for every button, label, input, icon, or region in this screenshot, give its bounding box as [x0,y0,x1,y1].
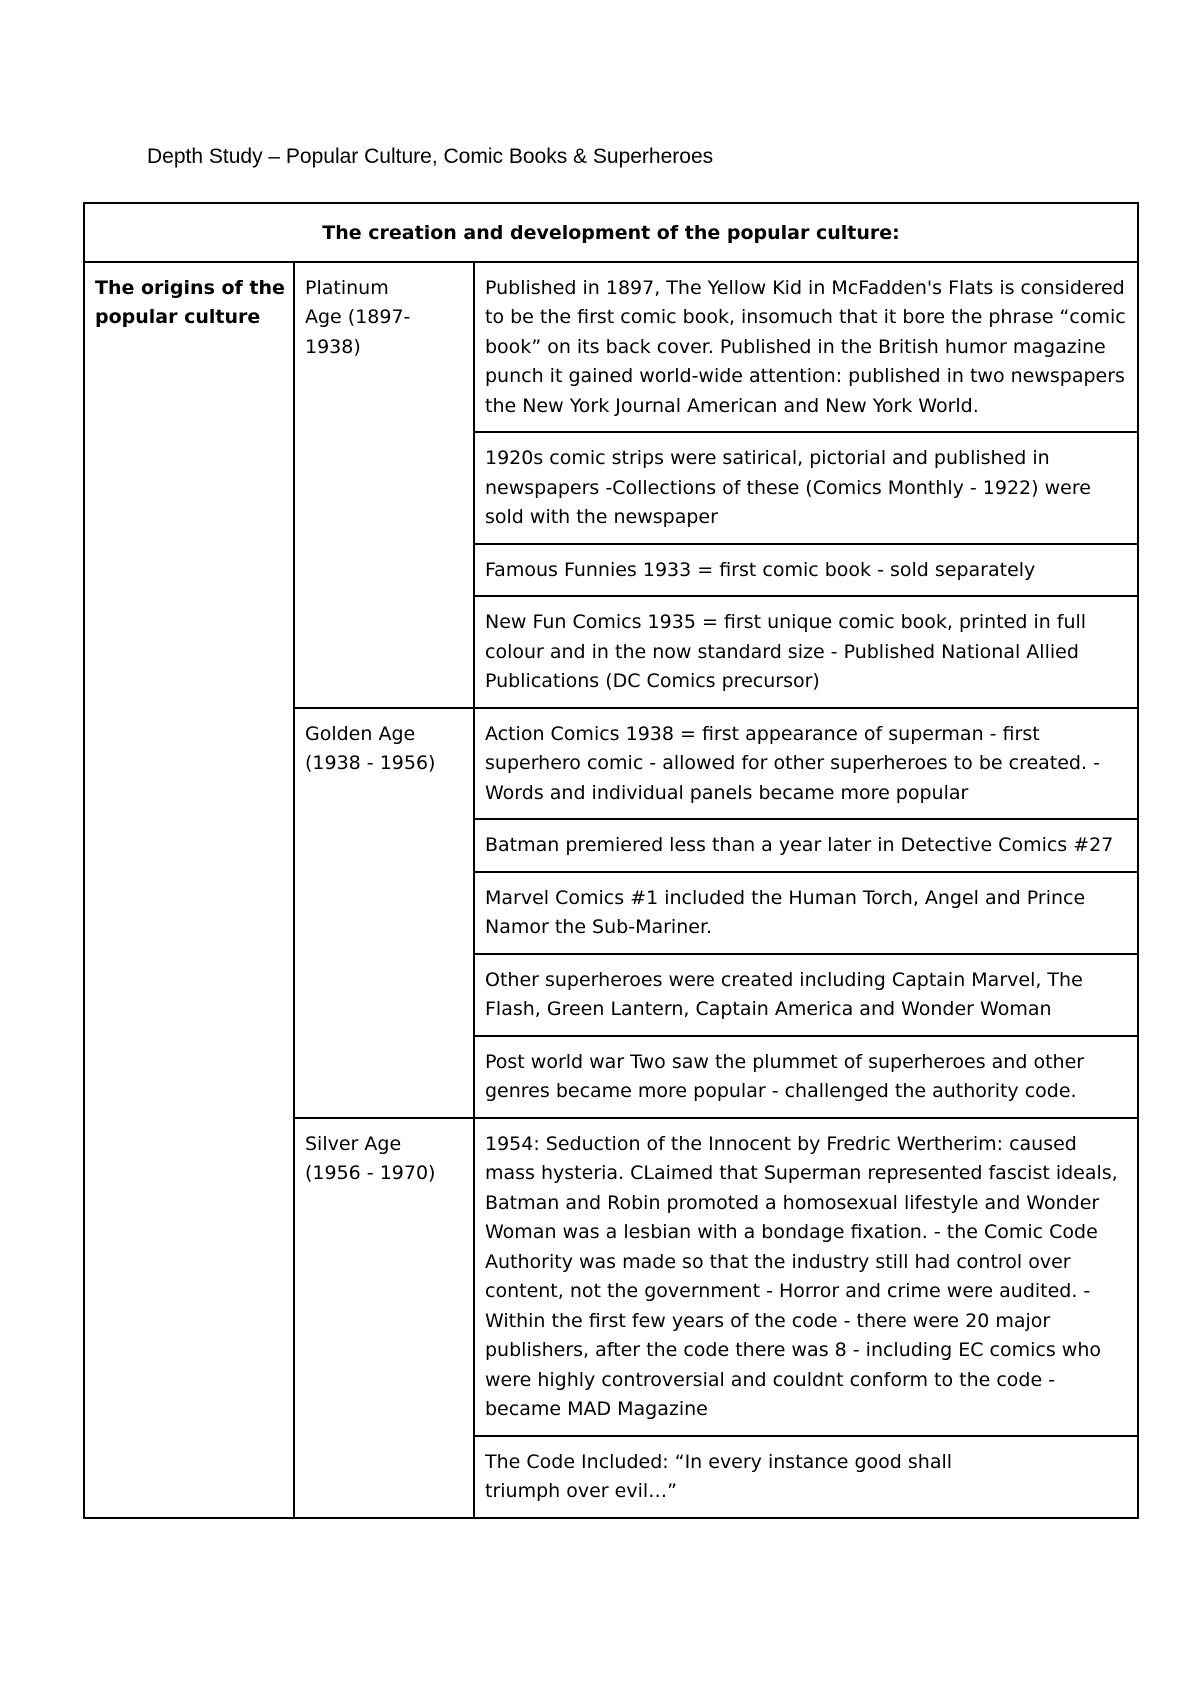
section-label: The origins of the popular culture [84,262,294,1518]
table-row [84,262,1138,433]
entry-cell: Marvel Comics #1 included the Human Torch, Angel and Prince Namor the Sub-Mariner. [474,872,1138,954]
entry-cell [474,1436,1138,1518]
age-label-silver: Silver Age (1956 - 1970) [294,1118,474,1518]
entry-cell: Post world war Two saw the plummet of superheroes and other genres became more popular - challenged the authority code. [474,1036,1138,1118]
entry-cell: 1954: Seduction of the Innocent by Fredric Wertherim: caused mass hysteria. CLaimed that Superman represented fascist ideals, Batman and Robin promoted a homosexual lifestyle and Wonder Woman was a lesbian with a bondage fixation. - the Comic Code Authority was made so that the industry still had control over content, not the government - Horror and crime were audited. - Within the first few years of the code - there were 20 major publishers, after the code there was 8 - including EC comics who were highly controversial and couldnt conform to the code - became MAD Magazine [474,1118,1138,1436]
entry-cell: Famous Funnies 1933 = first comic book - sold separately [474,544,1138,597]
entry-cell: Batman premiered less than a year later in Detective Comics #27 [474,819,1138,872]
content-table [83,202,1139,1519]
entry-cell: Action Comics 1938 = first appearance of superman - first superhero comic - allowed for other superheroes to be created. - Words and individual panels became more popular [474,708,1138,820]
entry-cell: 1920s comic strips were satirical, pictorial and published in newspapers -Collections of these (Comics Monthly - 1922) were sold with the newspaper [474,432,1138,544]
table-header-row [84,203,1138,262]
page-title: Depth Study – Popular Culture, Comic Books & Superheroes [147,145,714,168]
code-quote: The Code Included: “In every instance good shall triumph over evil…” [485,1450,953,1502]
table-header: The creation and development of the popular culture: [84,203,1138,262]
entry-cell: Published in 1897, The Yellow Kid in McFadden's Flats is considered to be the first comic book, insomuch that it bore the phrase “comic book” on its back cover. Published in the British humor magazine punch it gained world-wide attention: published in two newspapers the New York Journal American and New York World. [474,262,1138,433]
entry-cell: Other superheroes were created including Captain Marvel, The Flash, Green Lantern, Captain America and Wonder Woman [474,954,1138,1036]
entry-cell: New Fun Comics 1935 = first unique comic book, printed in full colour and in the now standard size - Published National Allied Publications (DC Comics precursor) [474,596,1138,708]
age-label-golden: Golden Age (1938 - 1956) [294,708,474,1118]
age-label-platinum: Platinum Age (1897- 1938) [294,262,474,708]
